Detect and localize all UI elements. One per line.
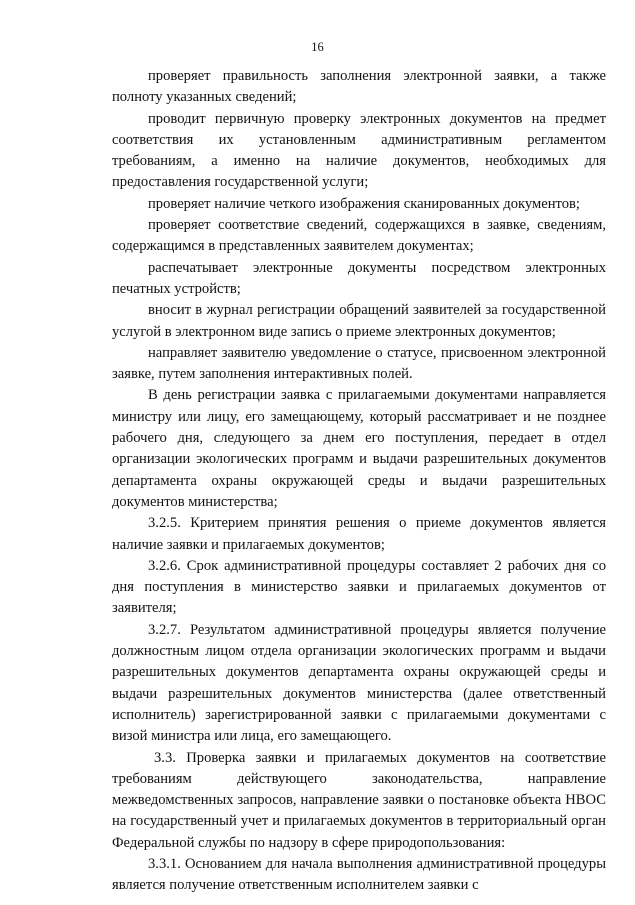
paragraph-3-2-5: 3.2.5. Критерием принятия решения о приеме документов является наличие заявки и прилагаемых документов; bbox=[112, 515, 606, 553]
paragraph-3-3-1: 3.3.1. Основанием для начала выполнения административной процедуры является получение ответственным исполнителем заявки с bbox=[112, 855, 606, 894]
paragraph-3-2-7: 3.2.7. Результатом административной процедуры является получение должностным лицом отдела организации экологических программ и выдачи разрешительных документов департамента охраны окружающей среды и выдачи разрешительных документов министерства (далее ответственный исполнитель) зарегистрированной заявки с прилагаемыми документами с визой министра или лица, его замещающего. bbox=[112, 621, 606, 745]
document-body bbox=[112, 66, 606, 897]
paragraph-scan-quality: проверяет наличие четкого изображения сканированных документов; bbox=[148, 195, 580, 212]
paragraph-3-2-6: 3.2.6. Срок административной процедуры составляет 2 рабочих дня со дня поступления в министерство заявки и прилагаемых документов от заявителя; bbox=[112, 557, 606, 617]
paragraph-3-3: 3.3. Проверка заявки и прилагаемых документов на соответствие требованиям действующего законодательства, направление межведомственных запросов, направление заявки о постановке объекта НВОС на государственный учет и прилагаемых документов в территориальный орган Федеральной службы по надзору в сфере природопользования: bbox=[112, 749, 606, 851]
paragraph-registration-day: В день регистрации заявка с прилагаемыми документами направляется министру или лицу, его замещающему, который рассматривает и не позднее рабочего дня, следующего за днем его поступления, передает в отдел организации экологических программ и выдачи разрешительных документов департамента охраны окружающей среды и выдачи разрешительных документов министерства; bbox=[112, 387, 606, 510]
paragraph-status-notification: направляет заявителю уведомление о статусе, присвоенном электронной заявке, путем заполнения интерактивных полей. bbox=[112, 344, 606, 383]
paragraph-print-documents: распечатывает электронные документы посредством электронных печатных устройств; bbox=[112, 259, 606, 297]
paragraph-check-completeness: проверяет правильность заполнения электронной заявки, а также полноту указанных сведений; bbox=[112, 68, 606, 106]
paragraph-data-consistency: проверяет соответствие сведений, содержащихся в заявке, сведениям, содержащимся в представленных заявителем документах; bbox=[112, 217, 606, 255]
page-number: 16 bbox=[311, 40, 324, 54]
paragraph-register-entry: вносит в журнал регистрации обращений заявителей за государственной услугой в электронном виде запись о приеме электронных документов; bbox=[112, 302, 606, 340]
paragraph-primary-check: проводит первичную проверку электронных документов на предмет соответствия их установленным административным регламентом требованиям, а именно на наличие документов, необходимых для предоставления государственной услуги; bbox=[112, 110, 606, 191]
